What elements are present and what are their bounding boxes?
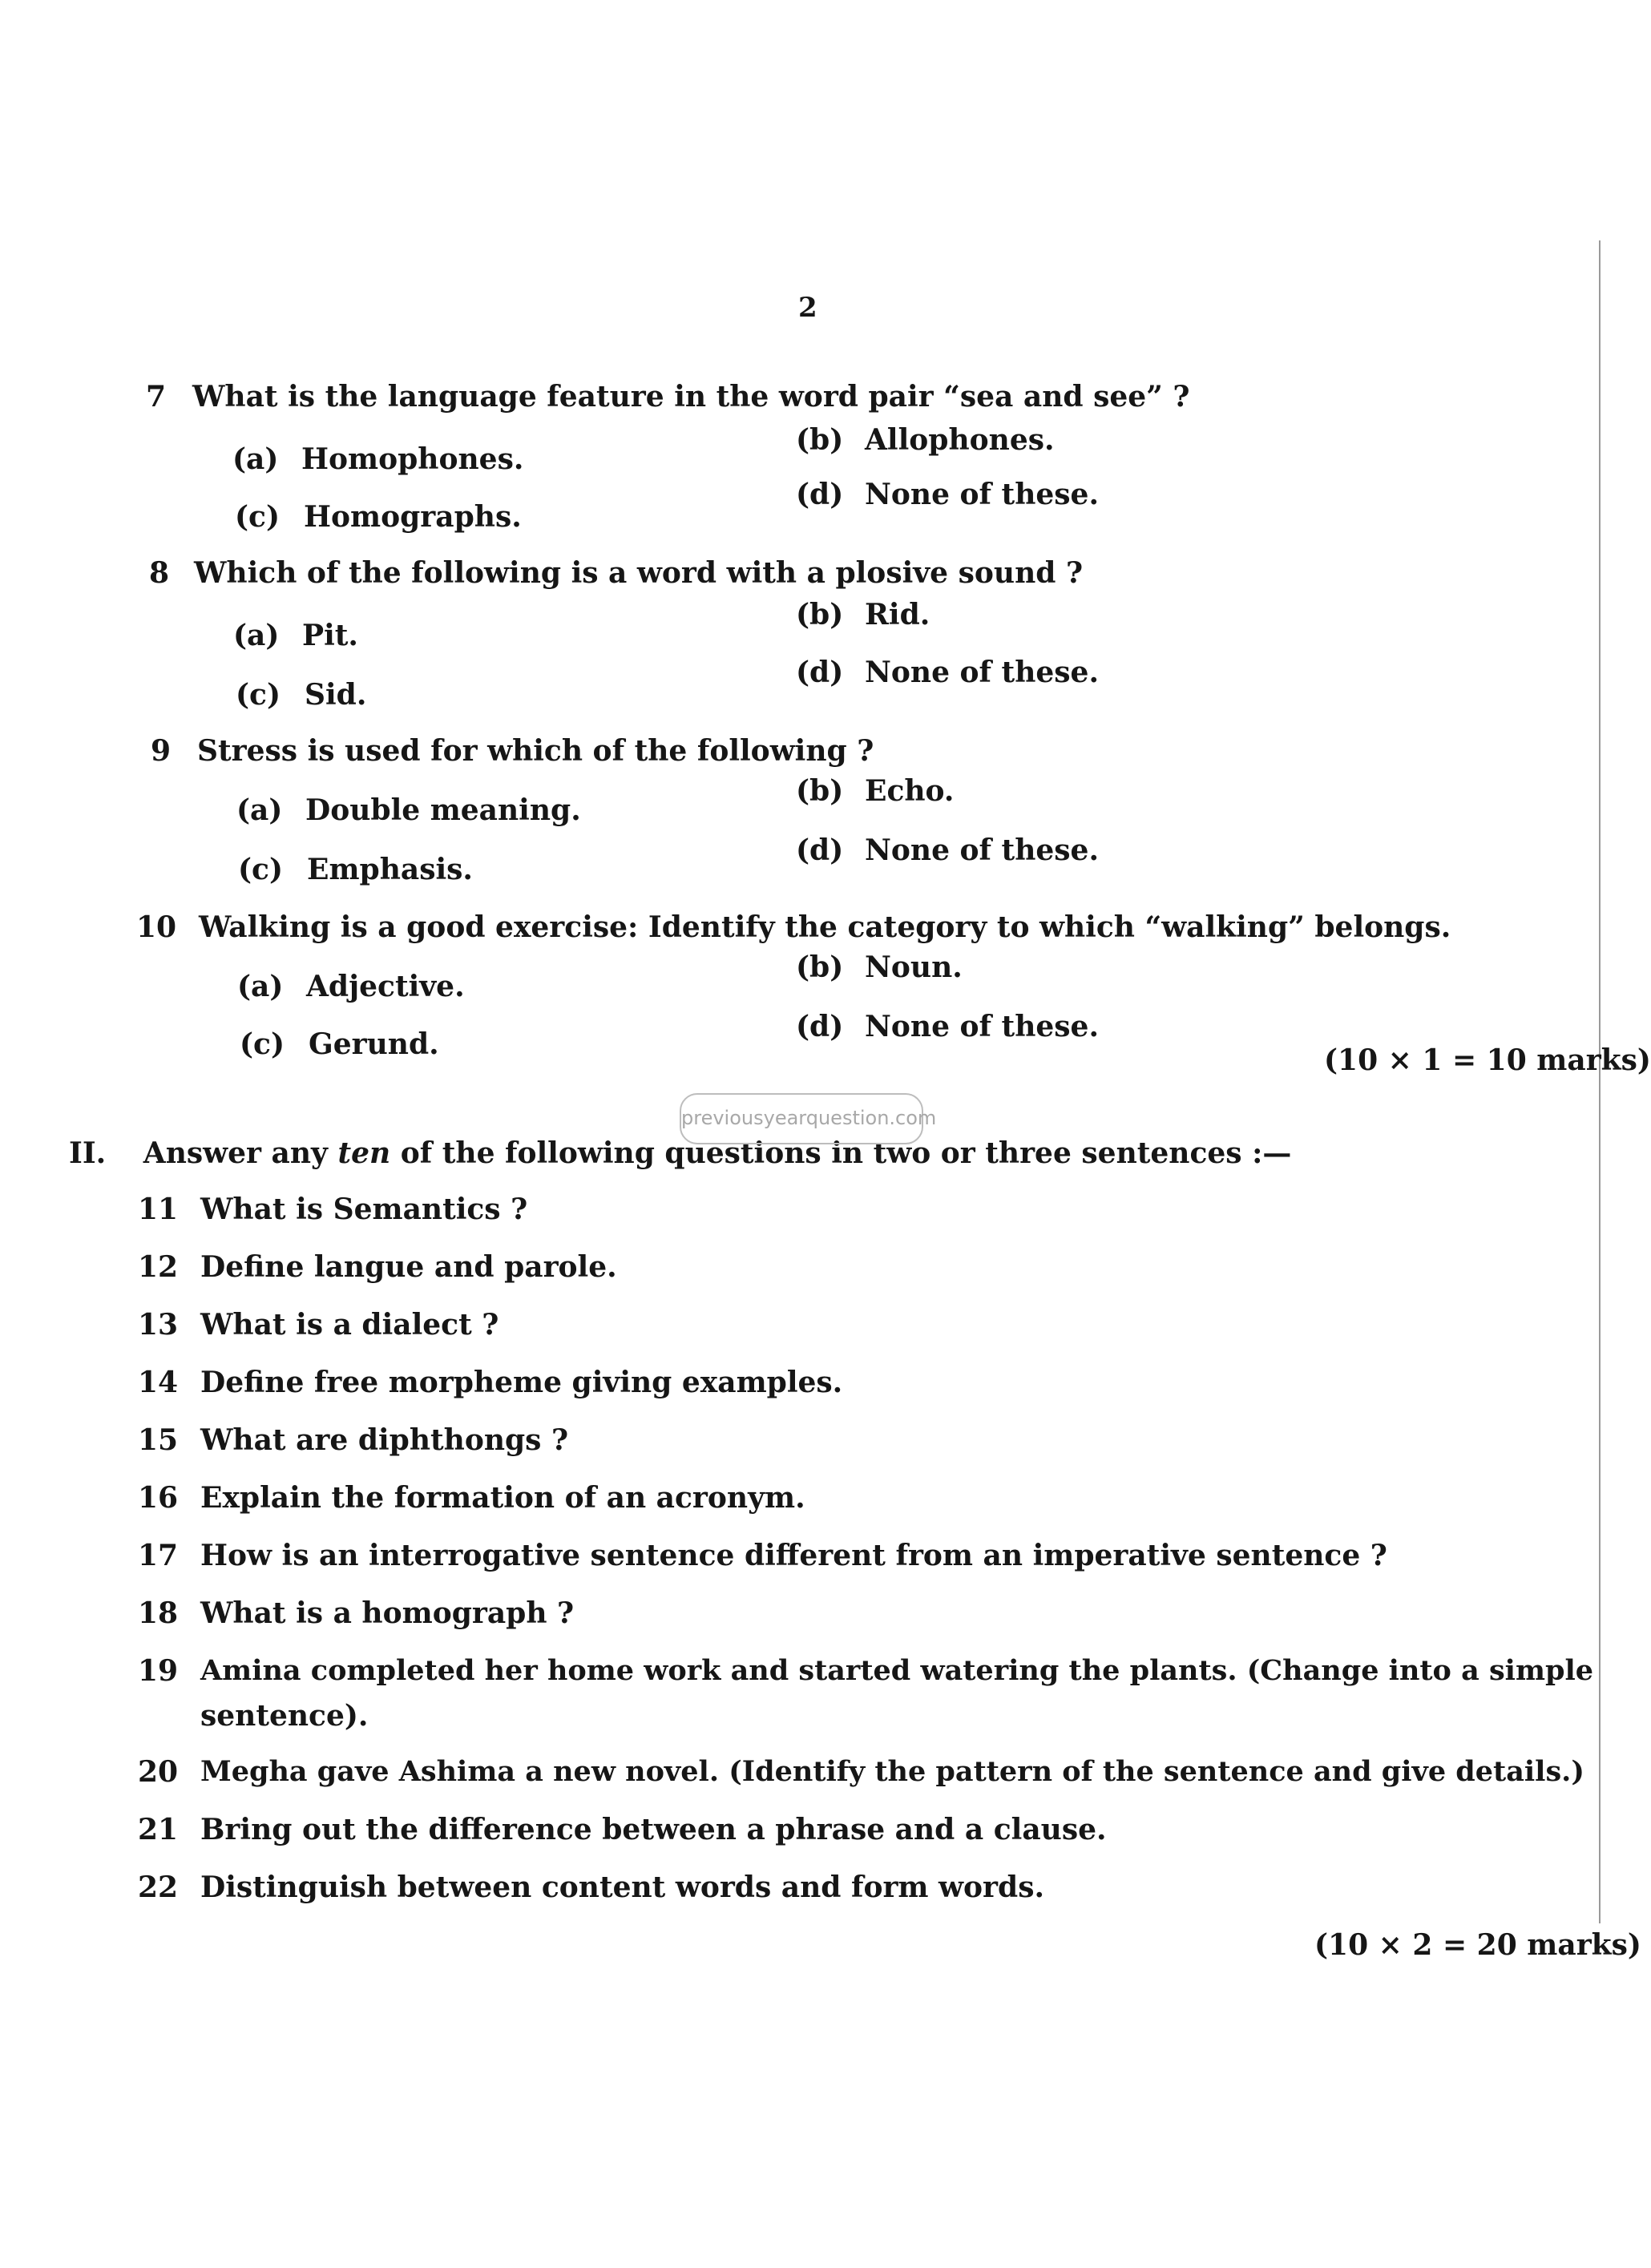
page-edge-line bbox=[1599, 240, 1601, 1923]
section-two-heading bbox=[69, 1136, 1291, 1170]
section-two-marks: (10 × 2 = 20 marks) bbox=[1314, 1928, 1641, 1962]
section-instruction: Answer any ten of the following questions in two or three sentences :— bbox=[143, 1136, 1292, 1170]
question-number: 10 bbox=[136, 910, 177, 944]
question-number: 7 bbox=[146, 380, 167, 414]
question-text: Stress is used for which of the following ? bbox=[197, 734, 874, 768]
question-number: 9 bbox=[151, 734, 172, 768]
question-text: Walking is a good exercise: Identify the category to which “walking” belongs. bbox=[199, 910, 1451, 944]
question-text: Which of the following is a word with a plosive sound ? bbox=[194, 556, 1084, 590]
question-number: 8 bbox=[149, 556, 170, 590]
page-number: 2 bbox=[798, 292, 817, 324]
question-text: What is the language feature in the word pair “sea and see” ? bbox=[192, 380, 1190, 414]
watermark: previousyearquestion.com bbox=[680, 1093, 923, 1144]
section-one-marks: (10 × 1 = 10 marks) bbox=[1324, 1043, 1651, 1077]
section-numeral: II. bbox=[69, 1136, 107, 1170]
